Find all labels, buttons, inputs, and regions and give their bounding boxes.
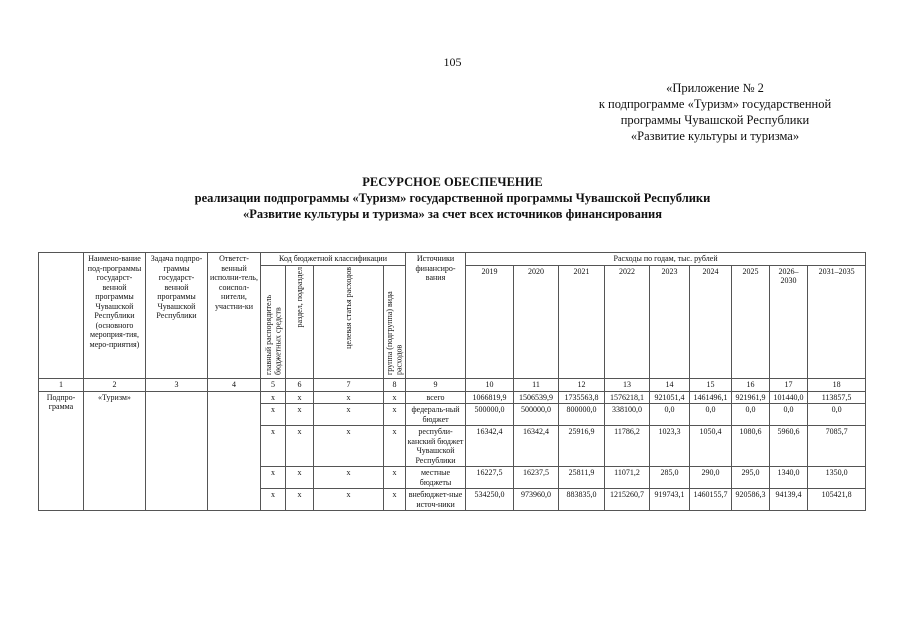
- value-cell: 1340,0: [770, 467, 808, 489]
- value-cell: 16342,4: [466, 426, 514, 467]
- code-cell: х: [384, 404, 406, 426]
- value-cell: 5960,6: [770, 426, 808, 467]
- source-cell: внебюджет-ные источ-ники: [406, 489, 466, 511]
- annex-line-4: «Развитие культуры и туризма»: [630, 129, 800, 143]
- value-cell: 500000,0: [466, 404, 514, 426]
- header-row-1: [39, 253, 866, 266]
- value-cell: 94139,4: [770, 489, 808, 511]
- code-cell: х: [286, 426, 314, 467]
- value-cell: 11071,2: [605, 467, 650, 489]
- header-year: 2020: [514, 265, 559, 379]
- column-index-row: [39, 379, 866, 392]
- value-cell: 973960,0: [514, 489, 559, 511]
- value-cell: 1350,0: [808, 467, 866, 489]
- header-code-group-type: [384, 265, 406, 379]
- value-cell: 1215260,7: [605, 489, 650, 511]
- code-cell: х: [286, 467, 314, 489]
- value-cell: 1080,6: [732, 426, 770, 467]
- code-cell: х: [261, 426, 286, 467]
- header-year: 2031–2035: [808, 265, 866, 379]
- heading-subtitle-1: реализации подпрограммы «Туризм» государственной программы Чувашской Республики: [194, 191, 711, 205]
- code-cell: х: [286, 489, 314, 511]
- header-year: 2021: [559, 265, 605, 379]
- header-col-4: Ответст-венный исполни-тель, соиспол-нители, участни-ки: [208, 253, 261, 379]
- table-row-total: [39, 391, 866, 404]
- value-cell: 0,0: [690, 404, 732, 426]
- index-cell: 14: [650, 379, 690, 392]
- header-year: 2025: [732, 265, 770, 379]
- value-cell: 0,0: [650, 404, 690, 426]
- code-cell: х: [314, 391, 384, 404]
- code-cell: х: [314, 404, 384, 426]
- value-cell: 534250,0: [466, 489, 514, 511]
- code-cell: х: [384, 426, 406, 467]
- annex-line-1: «Приложение № 2: [666, 81, 764, 95]
- value-cell: 800000,0: [559, 404, 605, 426]
- heading-subtitle-2: «Развитие культуры и туризма» за счет всех источников финансирования: [242, 207, 662, 221]
- header-code-section: [286, 265, 314, 379]
- code-cell: х: [261, 467, 286, 489]
- page-number: 105: [443, 55, 462, 69]
- value-cell: 338100,0: [605, 404, 650, 426]
- value-cell: 295,0: [732, 467, 770, 489]
- task-cell: [146, 391, 208, 511]
- annex-line-3: программы Чувашской Республики: [620, 113, 810, 127]
- value-cell: 25916,9: [559, 426, 605, 467]
- header-code-article: [314, 265, 384, 379]
- header-col-3: Задача подпро-граммы государст-венной программы Чувашской Республики: [146, 253, 208, 379]
- index-cell: 1: [39, 379, 84, 392]
- document-heading: [0, 174, 905, 222]
- code-cell: х: [286, 391, 314, 404]
- index-cell: 2: [84, 379, 146, 392]
- value-cell: 285,0: [650, 467, 690, 489]
- resource-table: [38, 252, 866, 511]
- header-code-group: Код бюджетной классификации: [261, 253, 406, 266]
- header-year: 2026–2030: [770, 265, 808, 379]
- source-cell: федераль-ный бюджет: [406, 404, 466, 426]
- value-cell: 1576218,1: [605, 391, 650, 404]
- source-cell: местные бюджеты: [406, 467, 466, 489]
- index-cell: 16: [732, 379, 770, 392]
- annex-line-2: к подпрограмме «Туризм» государственной: [598, 97, 832, 111]
- header-year: 2022: [605, 265, 650, 379]
- header-col-1: [39, 253, 84, 379]
- program-level-cell: Подпро-грамма: [39, 391, 84, 511]
- executor-cell: [208, 391, 261, 511]
- code-cell: х: [286, 404, 314, 426]
- value-cell: 1506539,9: [514, 391, 559, 404]
- value-cell: 25811,9: [559, 467, 605, 489]
- index-cell: 6: [286, 379, 314, 392]
- value-cell: 105421,8: [808, 489, 866, 511]
- index-cell: 12: [559, 379, 605, 392]
- index-cell: 17: [770, 379, 808, 392]
- value-cell: 500000,0: [514, 404, 559, 426]
- index-cell: 11: [514, 379, 559, 392]
- annex-block: [560, 80, 870, 144]
- header-code-group-type-text: группа (подгруппа) вида расходов: [385, 290, 404, 375]
- value-cell: 1050,4: [690, 426, 732, 467]
- value-cell: 1460155,7: [690, 489, 732, 511]
- index-cell: 10: [466, 379, 514, 392]
- header-col-2: Наимено-вание под-программы государст-венной программы Чувашской Республики (основного мероприя-тия, меро-приятия): [84, 253, 146, 379]
- index-cell: 13: [605, 379, 650, 392]
- value-cell: 1066819,9: [466, 391, 514, 404]
- value-cell: 101440,0: [770, 391, 808, 404]
- value-cell: 290,0: [690, 467, 732, 489]
- source-cell: всего: [406, 391, 466, 404]
- value-cell: 0,0: [808, 404, 866, 426]
- value-cell: 113857,5: [808, 391, 866, 404]
- code-cell: х: [261, 489, 286, 511]
- value-cell: 7085,7: [808, 426, 866, 467]
- header-code-section-text: раздел, подраздел: [294, 266, 304, 327]
- value-cell: 921051,4: [650, 391, 690, 404]
- value-cell: 1735563,8: [559, 391, 605, 404]
- header-year: 2019: [466, 265, 514, 379]
- header-year: 2024: [690, 265, 732, 379]
- code-cell: х: [314, 467, 384, 489]
- value-cell: 0,0: [770, 404, 808, 426]
- code-cell: х: [314, 426, 384, 467]
- index-cell: 15: [690, 379, 732, 392]
- value-cell: 11786,2: [605, 426, 650, 467]
- value-cell: 883835,0: [559, 489, 605, 511]
- value-cell: 919743,1: [650, 489, 690, 511]
- header-code-article-text: целевая статья расходов: [343, 266, 353, 349]
- index-cell: 8: [384, 379, 406, 392]
- header-expenses-group: Расходы по годам, тыс. рублей: [466, 253, 866, 266]
- header-code-gr: [261, 265, 286, 379]
- code-cell: х: [261, 404, 286, 426]
- value-cell: 1023,3: [650, 426, 690, 467]
- value-cell: 0,0: [732, 404, 770, 426]
- index-cell: 4: [208, 379, 261, 392]
- index-cell: 9: [406, 379, 466, 392]
- code-cell: х: [261, 391, 286, 404]
- value-cell: 920586,3: [732, 489, 770, 511]
- program-name-cell: «Туризм»: [84, 391, 146, 511]
- code-cell: х: [384, 391, 406, 404]
- header-sources: Источники финансиро-вания: [406, 253, 466, 379]
- value-cell: 921961,9: [732, 391, 770, 404]
- heading-title: РЕСУРСНОЕ ОБЕСПЕЧЕНИЕ: [362, 175, 543, 189]
- index-cell: 5: [261, 379, 286, 392]
- value-cell: 1461496,1: [690, 391, 732, 404]
- header-year: 2023: [650, 265, 690, 379]
- source-cell: республи-канский бюджет Чувашской Республики: [406, 426, 466, 467]
- value-cell: 16237,5: [514, 467, 559, 489]
- index-cell: 3: [146, 379, 208, 392]
- header-code-gr-text: главный распорядитель бюджетных средств: [263, 294, 282, 375]
- index-cell: 7: [314, 379, 384, 392]
- code-cell: х: [384, 467, 406, 489]
- index-cell: 18: [808, 379, 866, 392]
- code-cell: х: [384, 489, 406, 511]
- value-cell: 16342,4: [514, 426, 559, 467]
- value-cell: 16227,5: [466, 467, 514, 489]
- code-cell: х: [314, 489, 384, 511]
